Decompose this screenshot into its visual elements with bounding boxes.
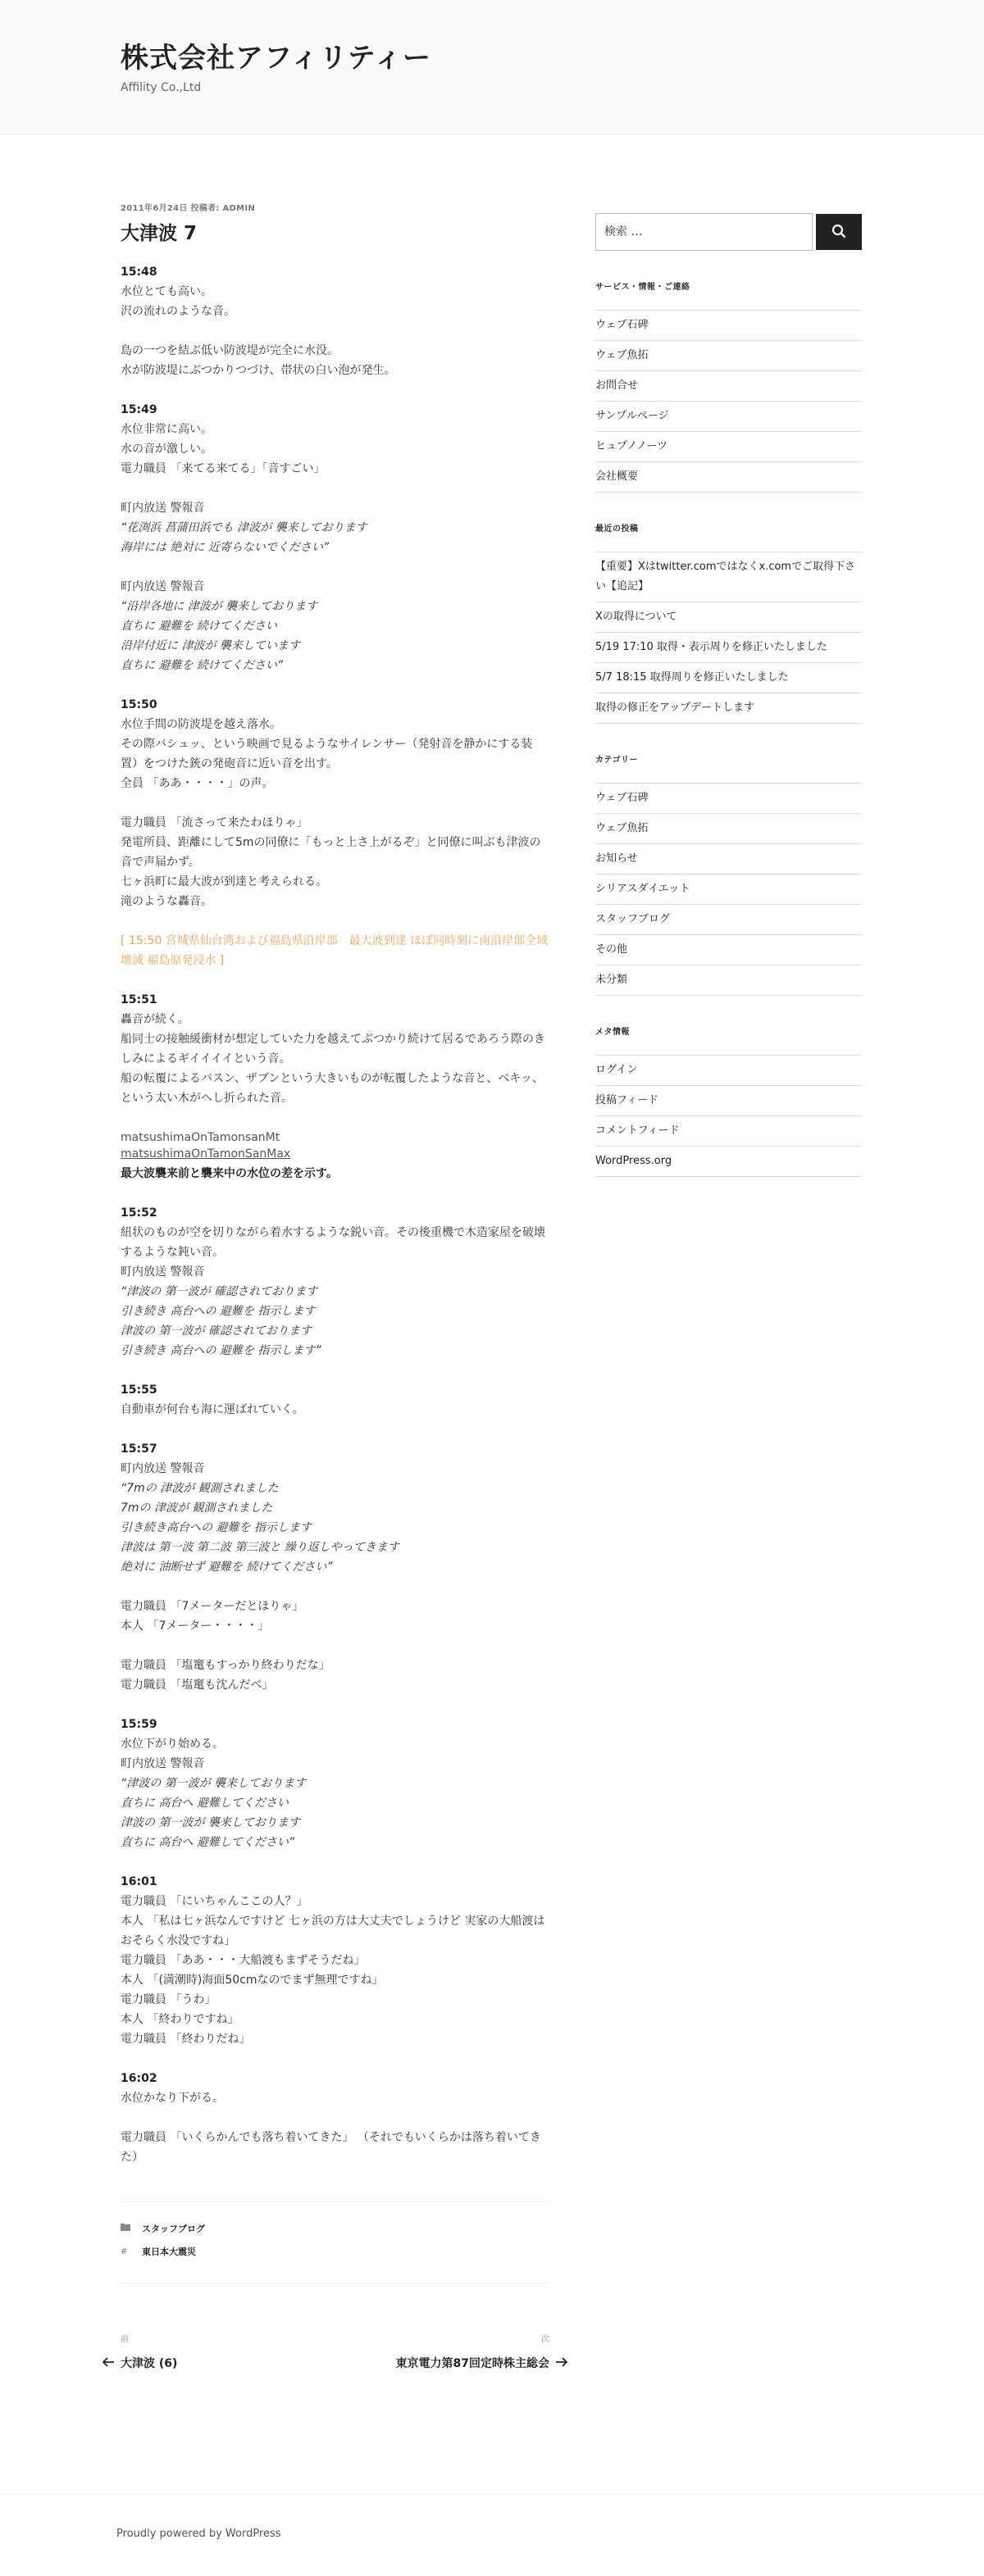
widget-meta <box>595 1027 862 1177</box>
widget-list-item <box>595 1086 862 1116</box>
widget-list-item <box>595 341 862 371</box>
text-line: 本人 「7メーター・・・・」 <box>121 1620 270 1633</box>
text-line: “沿岸各地に 津波が 襲来しております <box>121 600 318 613</box>
block <box>121 1872 549 2049</box>
widget-list <box>595 783 862 996</box>
widget-list <box>595 310 862 493</box>
text-line: 水位とても高い。 <box>121 285 212 298</box>
arrow-right-icon <box>556 2354 567 2374</box>
text-line: 電力職員 「来てる来てる」「音すごい」 <box>121 462 326 475</box>
category-link[interactable]: スタッフブログ <box>142 2224 205 2234</box>
image-tamonsan-max: matsushimaOnTamonSanMax <box>121 1147 291 1161</box>
image-block <box>121 1128 549 1184</box>
widget-list-item <box>595 602 862 633</box>
recent-post-link[interactable]: Xの取得について <box>595 611 677 623</box>
image-caption: 最大波襲来前と襲来中の水位の差を示す。 <box>121 1167 338 1180</box>
block <box>121 262 549 321</box>
search-input[interactable] <box>595 213 813 251</box>
folder-icon <box>121 2222 132 2237</box>
text-line: 島の一つを結ぶ低い防波堤が完全に水没。 <box>121 344 339 357</box>
timestamp: 15:51 <box>121 993 157 1006</box>
recent-post-link[interactable]: 5/7 18:15 取得周りを修正いたしました <box>595 671 789 684</box>
powered-by-link[interactable]: Proudly powered by WordPress <box>116 2528 281 2540</box>
search-button[interactable] <box>816 214 862 250</box>
widget-list-item <box>595 402 862 432</box>
site-header <box>0 0 984 134</box>
block <box>121 1380 549 1420</box>
image-tamonsan-mt: matsushimaOnTamonsanMt <box>121 1131 280 1144</box>
category-item-link[interactable]: スタッフブログ <box>595 913 671 925</box>
text-line: 直ちに 避難を 続けてください <box>121 620 277 633</box>
widget-link[interactable]: 会社概要 <box>595 470 639 483</box>
widget-list-item <box>595 965 862 996</box>
next-post-link[interactable] <box>396 2334 567 2374</box>
text-line: 絶対に 油断せず 避難を 続けてください” <box>121 1561 333 1574</box>
recent-post-link[interactable]: 取得の修正をアップデートします <box>595 702 755 714</box>
widget-list-item <box>595 462 862 493</box>
previous-label: 前 <box>121 2335 129 2344</box>
block <box>121 2128 549 2167</box>
text-line: “7mの 津波が 観測されました <box>121 1482 279 1495</box>
category-item-link[interactable]: シリアスダイエット <box>595 883 690 895</box>
site-footer <box>0 2494 984 2576</box>
block <box>121 1656 549 1695</box>
text-line: 直ちに 高台へ 避難してください <box>121 1797 289 1810</box>
widget-link[interactable]: お問合せ <box>595 379 639 392</box>
text-line: 滝のような轟音。 <box>121 895 212 908</box>
text-line: 町内放送 警報音 <box>121 502 205 515</box>
text-line: 町内放送 警報音 <box>121 1757 205 1770</box>
tag-link[interactable]: 東日本大震災 <box>142 2247 196 2257</box>
text-line: 本人 「終わりですね」 <box>121 2013 239 2026</box>
text-line: 電力職員 「流さって来たわほりゃ」 <box>121 816 308 829</box>
text-line: 自動車が何台も海に運ばれていく。 <box>121 1403 304 1416</box>
widget-list-item <box>595 371 862 402</box>
category-line <box>121 2222 549 2237</box>
text-line: 電力職員 「うわ」 <box>121 1993 216 2006</box>
arrow-left-icon <box>102 2354 114 2374</box>
widget-link[interactable]: ウェブ魚拓 <box>595 349 649 361</box>
text-line: 発電所員、距離にして5mの同僚に「もっと上さ上がるぞ」と同僚に叫ぶも津波の音で声届かず。 <box>121 836 541 869</box>
block <box>121 498 549 557</box>
text-line: 七ヶ浜町に最大波が到達と考えられる。 <box>121 875 327 888</box>
timestamp: 15:48 <box>121 266 157 279</box>
widget-list-item <box>595 663 862 693</box>
sidebar <box>595 213 862 1177</box>
text-line: 電力職員 「いくらかんでも落ち着いてきた」 （それでもいくらかは落ち着いてきた） <box>121 2131 541 2164</box>
text-line: 電力職員 「7メーターだとほりゃ」 <box>121 1600 304 1613</box>
text-line: 沿岸付近に 津波が 襲来しています <box>121 639 300 652</box>
timestamp: 15:52 <box>121 1206 157 1220</box>
previous-title: 大津波 (6) <box>121 2357 178 2370</box>
search-icon <box>831 224 846 241</box>
block <box>121 990 549 1108</box>
text-line: 本人 「私は七ヶ浜なんですけど 七ヶ浜の方は大丈夫でしょうけど 実家の大船渡はおそらく水没ですね」 <box>121 1915 545 1947</box>
text-line: 船同士の接触緩衝材が想定していた力を越えてぶつかり続けて居るであろう際のきしみによるギイイイイという音。 <box>121 1033 545 1065</box>
widget-list-item <box>595 875 862 905</box>
site-title[interactable]: 株式会社アフィリティー <box>121 42 431 75</box>
widget-categories <box>595 755 862 996</box>
text-line: 引き続き 高台への 避難を 指示します <box>121 1305 316 1318</box>
search-form <box>595 213 862 251</box>
text-line: 津波の 第一波が 襲来しております <box>121 1816 300 1829</box>
block <box>121 1597 549 1636</box>
text-line: 船の転覆によるバスン、ザブンという大きいものが転覆したような音と、ベキッ、という太い木がへし折られた音。 <box>121 1072 544 1105</box>
block <box>121 2069 549 2108</box>
widget-link[interactable]: サンプルページ <box>595 410 669 422</box>
widget-list-item <box>595 844 862 875</box>
text-line: 紐状のものが空を切りながら着水するような鋭い音。その後重機で木造家屋を破壊するような鈍い音。 <box>121 1226 545 1259</box>
text-line: 轟音が続く。 <box>121 1013 189 1026</box>
recent-post-link[interactable]: 【重要】Xはtwitter.comではなくx.comでご取得下さい【追記】 <box>595 561 856 593</box>
widget-title: 最近の投稿 <box>595 525 639 534</box>
timestamp: 16:02 <box>121 2072 157 2085</box>
widget-list-item <box>595 814 862 844</box>
text-line: 全員 「ああ・・・・」の声。 <box>121 777 274 790</box>
text-line: 津波の 第一波が 確認されております <box>121 1324 312 1338</box>
previous-post-link[interactable] <box>102 2334 177 2374</box>
widget-title: メタ情報 <box>595 1028 630 1037</box>
text-line: 電力職員 「ああ・・・大船渡もまずそうだね」 <box>121 1954 366 1967</box>
widget-list-item <box>595 552 862 602</box>
text-line: 水位下がり始める。 <box>121 1738 224 1751</box>
text-line: 電力職員 「塩竃もすっかり終わりだな」 <box>121 1659 330 1672</box>
recent-post-link[interactable]: 5/19 17:10 取得・表示周りを修正いたしました <box>595 641 827 653</box>
widget-list-item <box>595 1056 862 1086</box>
text-line: 沢の流れのような音。 <box>121 305 235 318</box>
next-title: 東京電力第87回定時株主総会 <box>395 2357 549 2370</box>
text-line: 町内放送 警報音 <box>121 1265 205 1279</box>
meta-link[interactable]: WordPress.org <box>595 1155 672 1167</box>
block <box>121 341 549 380</box>
widget-list-item <box>595 1116 862 1147</box>
widget-list-item <box>595 905 862 935</box>
widget-list <box>595 552 862 724</box>
text-line: 津波は 第一波 第二波 第三波と 繰り返しやってきます <box>121 1541 399 1554</box>
text-line: 町内放送 警報音 <box>121 580 205 593</box>
timestamp: 15:57 <box>121 1442 157 1456</box>
text-line: “花渕浜 菖蒲田浜でも 津波が 襲来しております <box>121 521 367 534</box>
widget-list-item <box>595 693 862 724</box>
entry-footer <box>121 2201 549 2283</box>
timestamp: 15:49 <box>121 403 157 416</box>
widget-list-item <box>595 311 862 341</box>
timestamp: 15:50 <box>121 698 157 711</box>
block <box>121 577 549 675</box>
text-line: 引き続き 高台への 避難を 指示します” <box>121 1344 321 1357</box>
category-item-link[interactable]: お知らせ <box>595 852 638 865</box>
text-line: 電力職員 「にいちゃんここの人？」 <box>121 1895 308 1908</box>
text-line: 水の音が激しい。 <box>121 443 212 456</box>
post-content <box>121 203 549 2383</box>
meta-link[interactable]: 投稿フィード <box>595 1094 658 1106</box>
text-line: 町内放送 警報音 <box>121 1462 205 1475</box>
category-item-link[interactable]: その他 <box>595 943 628 956</box>
timestamp: 15:55 <box>121 1383 157 1397</box>
post-meta: 2011年6月24日 投稿者: ADMIN <box>121 204 256 213</box>
widget-list-item <box>595 432 862 462</box>
widget-list-item <box>595 1147 862 1177</box>
text-line: “津波の 第一波が 確認されております <box>121 1285 318 1298</box>
category-item-link[interactable]: 未分類 <box>595 974 628 986</box>
timestamp: 16:01 <box>121 1875 157 1888</box>
widget-services <box>595 282 862 493</box>
block <box>121 400 549 479</box>
widget-list-item <box>595 935 862 965</box>
widget-list-item <box>595 784 862 814</box>
widget-link[interactable]: ウェブ石碑 <box>595 319 649 331</box>
category-item-link[interactable]: ウェブ石碑 <box>595 792 649 804</box>
category-item-link[interactable]: ウェブ魚拓 <box>595 822 649 834</box>
meta-link[interactable]: コメントフィード <box>595 1124 680 1137</box>
text-line: 引き続き高台への 避難を 指示します <box>121 1521 312 1534</box>
text-line: “津波の 第一波が 襲来しております <box>121 1777 307 1790</box>
block <box>121 1715 549 1852</box>
block <box>121 813 549 911</box>
hashtag-icon: # <box>121 2247 128 2256</box>
widget-title: カテゴリー <box>595 756 639 765</box>
widget-title: サービス・情報・ご連絡 <box>595 283 690 292</box>
text-line: 7mの 津波が 観測されました <box>121 1502 273 1515</box>
block <box>121 1203 549 1361</box>
text-line: 水位手間の防波堤を越え落水。 <box>121 718 281 731</box>
text-line: 水位非常に高い。 <box>121 423 212 436</box>
block <box>121 1439 549 1577</box>
site-description: Affility Co.,Ltd <box>121 81 202 94</box>
text-line: その際バシュッ、という映画で見るようなサイレンサー（発射音を静かにする装置）をつけた銃の発砲音に近い音を出す。 <box>121 738 533 770</box>
tag-line <box>121 2245 549 2260</box>
next-label: 次 <box>541 2335 549 2344</box>
text-line: 水位かなり下がる。 <box>121 2092 224 2105</box>
widget-recent-posts <box>595 524 862 724</box>
block <box>121 695 549 793</box>
post-title: 大津波 7 <box>121 223 198 244</box>
text-line: 直ちに 避難を 続けてください” <box>121 659 284 672</box>
widget-link[interactable]: ヒュプノノーツ <box>595 440 668 452</box>
event-note: [ 15:50 宮城県仙台湾および福島県沿岸部 最大波到達 ほぼ同時刻に南沿岸部全域壊滅 福島原発浸水 ] <box>121 934 549 967</box>
text-line: 直ちに 高台へ 避難してください” <box>121 1836 295 1849</box>
timestamp: 15:59 <box>121 1718 157 1731</box>
text-line: 電力職員 「塩竃も沈んだべ」 <box>121 1679 274 1692</box>
text-line: 電力職員 「終わりだね」 <box>121 2033 251 2046</box>
widget-list-item <box>595 633 862 663</box>
meta-link[interactable]: ログイン <box>595 1064 638 1076</box>
widget-list <box>595 1055 862 1177</box>
text-line: 水が防波堤にぶつかりつづけ、帯状の白い泡が発生。 <box>121 364 396 377</box>
text-line: 本人 「(満潮時)海面50cmなのでまず無理ですね」 <box>121 1974 384 1987</box>
text-line: 海岸には 絶対に 近寄らないでください” <box>121 541 330 554</box>
post-navigation <box>121 2334 549 2383</box>
